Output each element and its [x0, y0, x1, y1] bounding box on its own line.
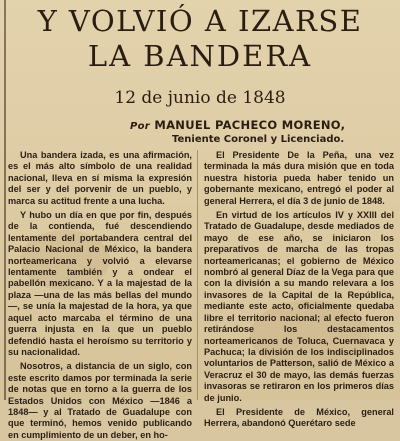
byline-prefix: Por — [130, 121, 151, 132]
column-divider — [197, 150, 198, 400]
right-column — [204, 150, 394, 430]
left-column — [8, 150, 192, 441]
paragraph: El Presidente De la Peña, una vez terminada la más dura misión que en toda nuestra historia pueda haber tenido un gobernante mexicano, entregó el poder al general Herrera, el día 3 de junio de 1848. — [204, 150, 394, 206]
headline-line-1: Y VOLVIÓ A IZARSE — [37, 4, 363, 38]
byline — [130, 118, 390, 132]
paragraph: El Presidente de México, general Herrera, abandonó Querétaro sede — [204, 406, 394, 429]
byline-author: MANUEL PACHECO MORENO, — [154, 118, 346, 132]
article-date: 12 de junio de 1848 — [114, 88, 286, 108]
paragraph: Nosotros, a distancia de un siglo, con este escrito damos por terminada la serie de notas que en torno a la guerra de los Estados Unidos con México —1846 a 1848— y al Tratado de Guadalupe con que terminó, hemos venido publicando en cumplimiento de un deber, en ho- — [8, 361, 192, 440]
byline-title: Teniente Coronel y Licenciado. — [172, 134, 345, 145]
paragraph: Y hubo un día en que por fin, después de la contienda, fué descendiendo lentamente del portabandera central del Palacio Nacional de México, la bandera norteamericana y volvió a elevarse lentamente también y a ondear el pabellón mexicano. Y a la majestad de la plaza —una de las más bellas del mundo—, se unía la majestad de la hora, ya que aquel acto marcaba el término de una guerra injusta en la que un pueblo defendió hasta el heroísmo su territorio y su nacionalidad. — [8, 210, 192, 357]
paragraph: En virtud de los artículos IV y XXIII del Tratado de Guadalupe, desde mediados de mayo de ese año, se iniciaron los preparativos de marcha de las tropas norteamericanas; el gobierno de México nombró al general Díaz de la Vega para que con la división a su mando relevara a los invasores de la Capital de la República, mediante este acto, oficialmente quedaba libre el territorio nacional; al efecto fueron retirándose los destacamentos norteamericanos de Toluca, Cuernavaca y Pachuca; la división de los indisciplinados voluntarios de Patterson, salió de México a Veracruz el 30 de mayo, las demás fuerzas invasoras se retiraron en los primeros días de junio. — [204, 210, 394, 403]
headline-line-2: LA BANDERA — [87, 39, 313, 73]
paragraph: Una bandera izada, es una afirmación, es el más alto símbolo de una realidad nacional, lleva en sí misma la expresión del ser y del porvenir de un pueblo, y marca su actitud frente a una lucha. — [8, 150, 192, 206]
